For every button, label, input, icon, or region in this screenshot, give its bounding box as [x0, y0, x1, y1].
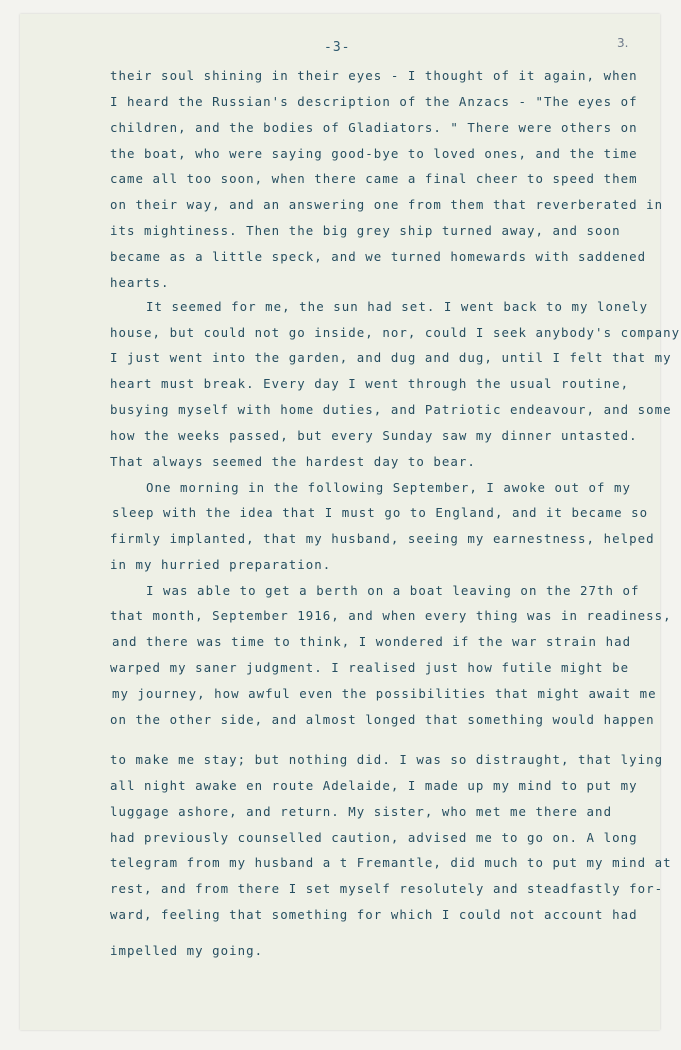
text-line: That always seemed the hardest day to bear.	[110, 454, 476, 469]
text-line: and there was time to think, I wondered if the war strain had	[112, 634, 632, 649]
text-line: to make me stay; but nothing did. I was so distraught, that lying	[110, 752, 664, 767]
text-line: the boat, who were saying good-bye to loved ones, and the time	[110, 146, 638, 161]
text-line: children, and the bodies of Gladiators. " There were others on	[110, 120, 638, 135]
text-line: their soul shining in their eyes - I thought of it again, when	[110, 68, 638, 83]
text-line: ward, feeling that something for which I could not account had	[110, 907, 638, 922]
text-line: my journey, how awful even the possibilities that might await me	[112, 686, 657, 701]
text-line: It seemed for me, the sun had set. I went back to my lonely	[146, 299, 649, 314]
text-line: I just went into the garden, and dug and dug, until I felt that my	[110, 350, 672, 365]
text-line: One morning in the following September, I awoke out of my	[146, 480, 632, 495]
text-line: house, but could not go inside, nor, could I seek anybody's company	[110, 325, 681, 340]
text-line: firmly implanted, that my husband, seeing my earnestness, helped	[110, 531, 655, 546]
text-line: busying myself with home duties, and Patriotic endeavour, and some	[110, 402, 672, 417]
text-line: came all too soon, when there came a final cheer to speed them	[110, 171, 638, 186]
text-line: became as a little speck, and we turned homewards with saddened	[110, 249, 647, 264]
text-line: all night awake en route Adelaide, I made up my mind to put my	[110, 778, 638, 793]
text-line: heart must break. Every day I went through the usual routine,	[110, 376, 630, 391]
text-line: impelled my going.	[110, 943, 264, 958]
text-line: I was able to get a berth on a boat leaving on the 27th of	[146, 583, 640, 598]
page-number: -3-	[324, 40, 351, 55]
text-line: telegram from my husband a t Fremantle, did much to put my mind at	[110, 855, 672, 870]
handwritten-page-number: 3.	[617, 36, 629, 50]
text-line: I heard the Russian's description of the Anzacs - "The eyes of	[110, 94, 638, 109]
text-line: that month, September 1916, and when every thing was in readiness,	[110, 608, 672, 623]
document-page	[20, 14, 681, 1030]
text-line: its mightiness. Then the big grey ship turned away, and soon	[110, 223, 621, 238]
text-line: sleep with the idea that I must go to England, and it became so	[112, 505, 649, 520]
text-line: in my hurried preparation.	[110, 557, 332, 572]
text-line: warped my saner judgment. I realised just how futile might be	[110, 660, 630, 675]
text-line: had previously counselled caution, advised me to go on. A long	[110, 830, 638, 845]
text-line: hearts.	[110, 275, 170, 290]
text-line: on the other side, and almost longed that something would happen	[110, 712, 655, 727]
text-line: rest, and from there I set myself resolutely and steadfastly for-	[110, 881, 664, 896]
text-line: on their way, and an answering one from them that reverberated in	[110, 197, 664, 212]
text-line: luggage ashore, and return. My sister, who met me there and	[110, 804, 613, 819]
text-line: how the weeks passed, but every Sunday saw my dinner untasted.	[110, 428, 638, 443]
